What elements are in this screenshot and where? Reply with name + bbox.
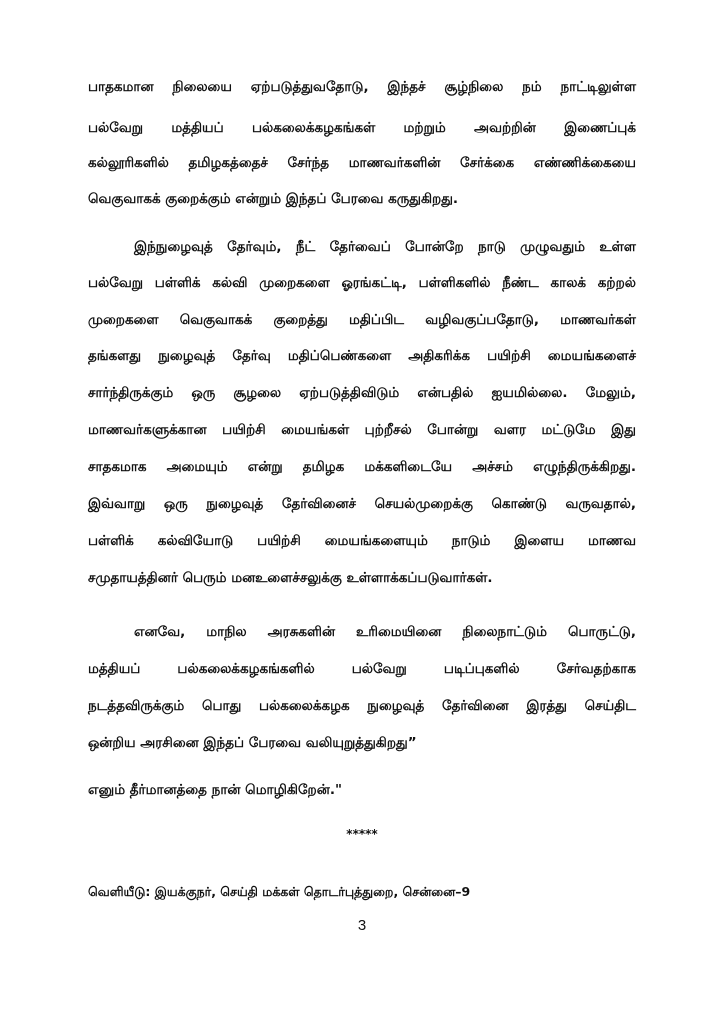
publisher-footer: வெளியீடு: இயக்குநர், செய்தி மக்கள் தொடர்புத்துறை, சென்னை–9: [88, 884, 471, 899]
paragraph-2-line-2: பல்வேறு பள்ளிக் கல்வி முறைகளை ஓரங்கட்டி, பள்ளிகளில் நீண்ட காலக் கற்றல்: [88, 275, 636, 291]
paragraph-1-line-3: கல்லூரிகளில் தமிழகத்தைச் சேர்ந்த மாணவர்களின் சேர்க்கை எண்ணிக்கையை: [88, 155, 636, 171]
closing-statement: எனும் தீர்மானத்தை நான் மொழிகிறேன்.": [88, 782, 342, 798]
paragraph-1-line-2: பல்வேறு மத்தியப் பல்கலைக்கழகங்கள் மற்றும் அவற்றின் இணைப்புக்: [88, 120, 636, 136]
page-number: 3: [357, 917, 367, 934]
paragraph-2-line-8: இவ்வாறு ஒரு நுழைவுத் தேர்வினைச் செயல்முறைக்கு கொண்டு வருவதால்,: [88, 496, 636, 512]
paragraph-2-line-1: இந்நுழைவுத் தேர்வும், நீட் தேர்வைப் போன்றே நாடு முழுவதும் உள்ள: [134, 239, 636, 255]
paragraph-2-line-9: பள்ளிக் கல்வியோடு பயிற்சி மையங்களையும் நாடும் இளைய மாணவ: [88, 533, 636, 549]
paragraph-2-line-5: சார்ந்திருக்கும் ஒரு சூழலை ஏற்படுத்திவிடும் என்பதில் ஐயமில்லை. மேலும்,: [88, 385, 636, 401]
paragraph-3-line-4: ஒன்றிய அரசினை இந்தப் பேரவை வலியுறுத்துகிறது”: [88, 735, 417, 751]
section-separator: *****: [346, 827, 378, 841]
paragraph-3-line-3: நடத்தவிருக்கும் பொது பல்கலைக்கழக நுழைவுத் தேர்வினை இரத்து செய்திட: [88, 698, 636, 714]
paragraph-2-line-4: தங்களது நுழைவுத் தேர்வு மதிப்பெண்களை அதிகரிக்க பயிற்சி மையங்களைச்: [88, 348, 636, 364]
paragraph-2-line-3: முறைகளை வெகுவாகக் குறைத்து மதிப்பிட வழிவகுப்பதோடு, மாணவர்கள்: [88, 312, 636, 328]
paragraph-3-line-1: எனவே, மாநில அரசுகளின் உரிமையினை நிலைநாட்டும் பொருட்டு,: [134, 624, 636, 640]
paragraph-3-line-2: மத்தியப் பல்கலைக்கழகங்களில் பல்வேறு படிப்புகளில் சேர்வதற்காக: [88, 661, 636, 677]
paragraph-2-line-7: சாதகமாக அமையும் என்று தமிழக மக்களிடையே அச்சம் எழுந்திருக்கிறது.: [88, 459, 636, 475]
paragraph-2-line-6: மாணவர்களுக்கான பயிற்சி மையங்கள் புற்றீசல் போன்று வளர மட்டுமே இது: [88, 422, 636, 438]
paragraph-1-line-1: பாதகமான நிலையை ஏற்படுத்துவதோடு, இந்தச் சூழ்நிலை நம் நாட்டிலுள்ள: [88, 79, 636, 95]
paragraph-1-line-4: வெகுவாகக் குறைக்கும் என்றும் இந்தப் பேரவை கருதுகிறது.: [88, 191, 459, 207]
paragraph-2-line-10: சமுதாயத்தினர் பெரும் மனஉளைச்சலுக்கு உள்ளாக்கப்படுவார்கள்.: [88, 570, 493, 586]
